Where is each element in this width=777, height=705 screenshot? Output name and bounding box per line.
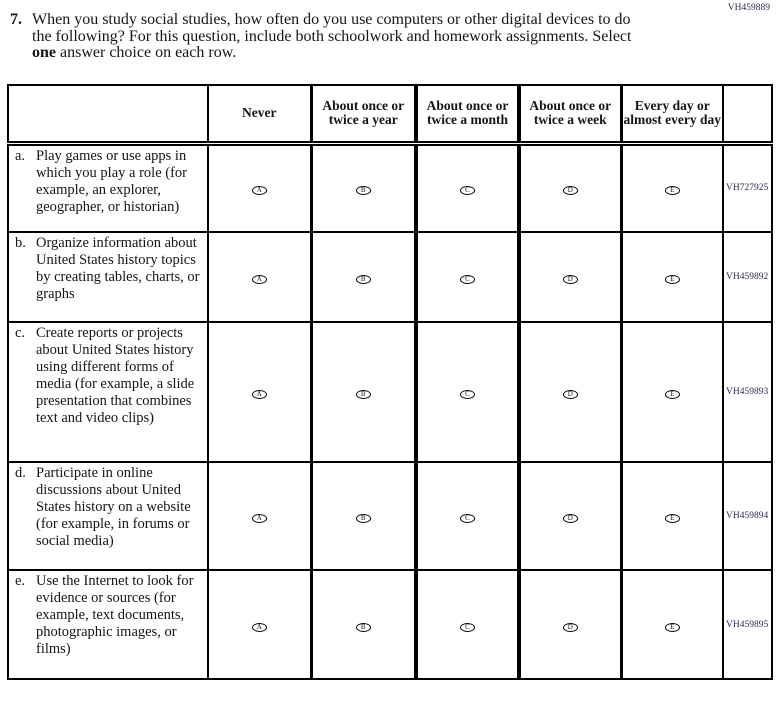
oval-letter: C <box>465 275 470 283</box>
table-row-b <box>8 232 772 322</box>
cell-b-every-day <box>621 232 723 322</box>
cell-a-week <box>519 143 621 232</box>
row-accession-code: VH727925 <box>723 143 772 232</box>
row-label-c <box>8 322 208 462</box>
answer-oval-d-month[interactable] <box>460 514 475 523</box>
oval-letter: B <box>360 390 366 398</box>
answer-matrix-table <box>7 84 773 680</box>
cell-c-never <box>208 322 311 462</box>
row-text: Create reports or projects about United States history using different forms of media (for example, a slide presentation that combines text and video clips) <box>36 325 195 426</box>
row-text: Participate in online discussions about United States history on a website (for example, in forums or social media) <box>36 465 191 549</box>
answer-oval-b-year[interactable] <box>356 275 371 284</box>
cell-b-never <box>208 232 311 322</box>
answer-oval-e-year[interactable] <box>356 623 371 632</box>
column-header-once-twice-month: About once or twice a month <box>416 85 519 143</box>
oval-letter: E <box>670 390 675 398</box>
cell-e-year <box>311 570 416 679</box>
row-label-b <box>8 232 208 322</box>
cell-c-year <box>311 322 416 462</box>
header-code-blank <box>723 85 772 143</box>
row-letter: e. <box>15 573 26 589</box>
oval-letter: C <box>465 622 470 631</box>
oval-letter: A <box>256 622 262 631</box>
row-accession-code: VH459895 <box>723 570 772 679</box>
answer-oval-a-month[interactable] <box>460 186 475 195</box>
cell-c-month <box>416 322 519 462</box>
answer-oval-c-month[interactable] <box>460 390 475 399</box>
answer-oval-c-never[interactable] <box>252 390 267 399</box>
table-row-a <box>8 143 772 232</box>
row-label-d <box>8 462 208 570</box>
oval-letter: C <box>465 186 470 195</box>
header-stub-blank <box>8 85 208 143</box>
column-header-once-twice-year: About once or twice a year <box>311 85 416 143</box>
row-accession-code: VH459894 <box>723 462 772 570</box>
cell-d-never <box>208 462 311 570</box>
answer-oval-e-month[interactable] <box>460 623 475 632</box>
row-letter: a. <box>15 147 26 164</box>
answer-oval-c-week[interactable] <box>563 390 578 399</box>
row-label-e <box>8 570 208 679</box>
column-header-never: Never <box>208 85 311 143</box>
answer-oval-d-never[interactable] <box>252 514 267 523</box>
row-accession-code: VH459893 <box>723 322 772 462</box>
row-text: Play games or use apps in which you play a role (for example, an explorer, geographer, or historian) <box>36 147 187 215</box>
row-letter: c. <box>15 325 26 341</box>
question-block <box>10 12 636 62</box>
cell-a-year <box>311 143 416 232</box>
page-accession-code: VH459889 <box>727 3 770 13</box>
oval-letter: A <box>256 186 262 195</box>
question-number: 7. <box>10 11 22 28</box>
oval-letter: B <box>360 622 366 631</box>
answer-oval-e-week[interactable] <box>563 623 578 632</box>
column-header-every-day: Every day or almost every day <box>621 85 723 143</box>
column-header-once-twice-week: About once or twice a week <box>519 85 621 143</box>
row-text: Use the Internet to look for evidence or sources (for example, text documents, photographic images, or films) <box>36 573 194 657</box>
row-text: Organize information about United States history topics by creating tables, charts, or graphs <box>36 235 200 302</box>
answer-oval-a-every-day[interactable] <box>665 186 680 195</box>
oval-letter: D <box>567 622 573 631</box>
oval-letter: D <box>567 275 573 283</box>
oval-letter: A <box>256 390 262 398</box>
answer-oval-b-every-day[interactable] <box>665 275 680 284</box>
answer-oval-d-year[interactable] <box>356 514 371 523</box>
row-letter: b. <box>15 235 26 251</box>
table-row-d <box>8 462 772 570</box>
cell-e-month <box>416 570 519 679</box>
oval-letter: A <box>256 275 262 283</box>
answer-oval-a-week[interactable] <box>563 186 578 195</box>
answer-oval-c-year[interactable] <box>356 390 371 399</box>
cell-c-week <box>519 322 621 462</box>
table-row-e <box>8 570 772 679</box>
table-row-c <box>8 322 772 462</box>
oval-letter: D <box>567 514 573 522</box>
cell-e-every-day <box>621 570 723 679</box>
oval-letter: E <box>670 275 675 283</box>
answer-oval-e-every-day[interactable] <box>665 623 680 632</box>
header-row <box>8 85 772 143</box>
row-label-a <box>8 143 208 232</box>
cell-c-every-day <box>621 322 723 462</box>
oval-letter: D <box>567 390 573 398</box>
answer-oval-d-every-day[interactable] <box>665 514 680 523</box>
cell-d-month <box>416 462 519 570</box>
answer-oval-a-never[interactable] <box>252 186 267 195</box>
answer-oval-a-year[interactable] <box>356 186 371 195</box>
oval-letter: C <box>465 514 470 522</box>
oval-letter: B <box>360 275 366 283</box>
cell-b-month <box>416 232 519 322</box>
oval-letter: B <box>360 186 366 195</box>
cell-a-never <box>208 143 311 232</box>
question-text-segment: answer choice on each row. <box>56 44 237 61</box>
answer-oval-d-week[interactable] <box>563 514 578 523</box>
question-text-segment: When you study social studies, how often do you use computers or other digital devices to do the following? For this question, include both schoolwork and homework assignments. Select <box>32 11 632 45</box>
answer-oval-e-never[interactable] <box>252 623 267 632</box>
answer-oval-b-month[interactable] <box>460 275 475 284</box>
oval-letter: A <box>256 514 262 522</box>
oval-letter: E <box>670 186 675 195</box>
cell-a-every-day <box>621 143 723 232</box>
oval-letter: C <box>465 390 470 398</box>
cell-d-every-day <box>621 462 723 570</box>
cell-e-week <box>519 570 621 679</box>
row-accession-code: VH459892 <box>723 232 772 322</box>
oval-letter: D <box>567 186 573 195</box>
cell-b-year <box>311 232 416 322</box>
cell-d-week <box>519 462 621 570</box>
cell-e-never <box>208 570 311 679</box>
cell-b-week <box>519 232 621 322</box>
oval-letter: E <box>670 514 675 522</box>
cell-d-year <box>311 462 416 570</box>
question-text <box>32 12 636 62</box>
answer-oval-b-never[interactable] <box>252 275 267 284</box>
answer-oval-c-every-day[interactable] <box>665 390 680 399</box>
question-text-bold-word: one <box>32 44 56 61</box>
oval-letter: B <box>360 514 366 522</box>
cell-a-month <box>416 143 519 232</box>
row-letter: d. <box>15 465 26 481</box>
answer-oval-b-week[interactable] <box>563 275 578 284</box>
oval-letter: E <box>670 622 675 631</box>
